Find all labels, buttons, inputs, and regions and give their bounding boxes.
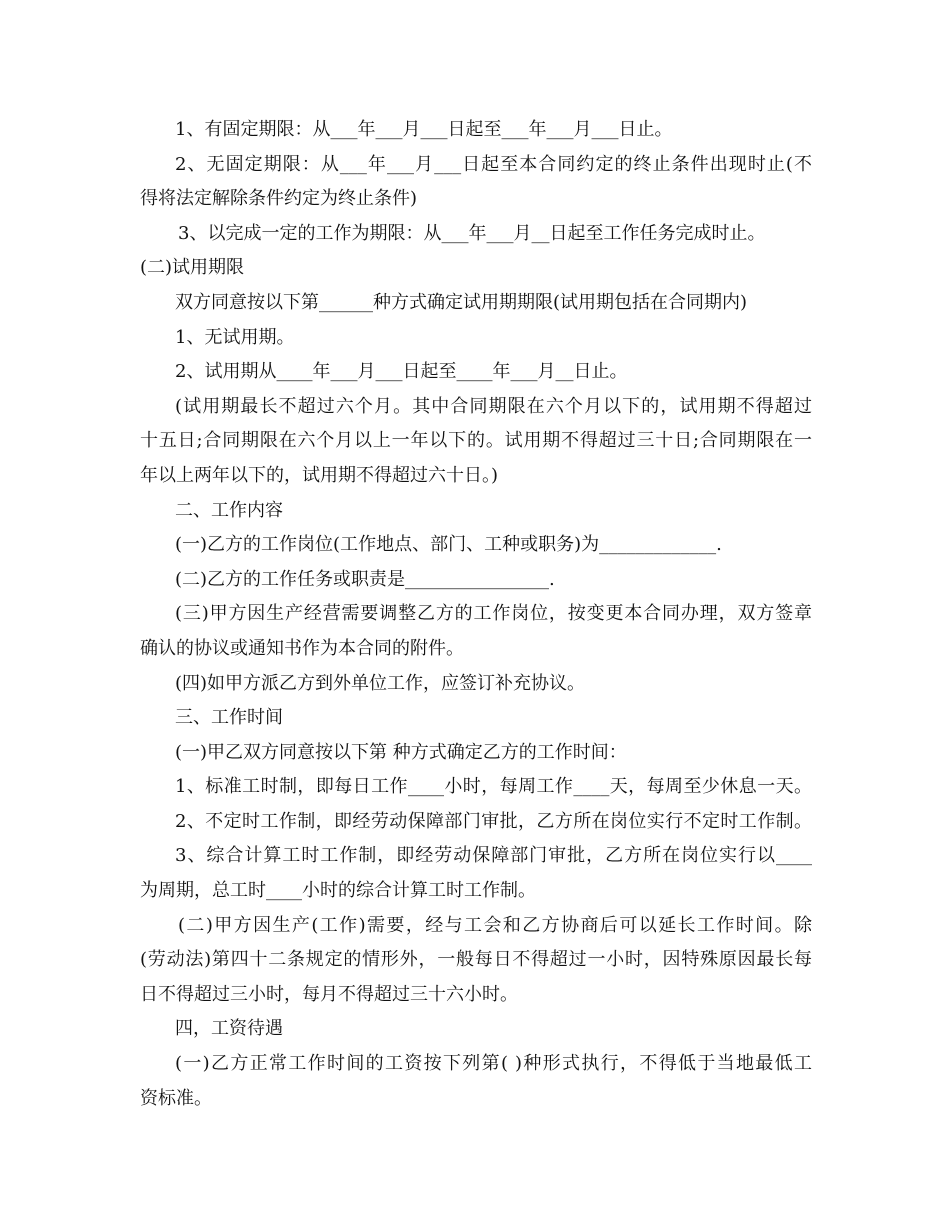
text-line: (一)乙方正常工作时间的工资按下列第( )种形式执行，不得低于当地最低工 <box>175 1053 812 1075</box>
comprehensive-hours-option <box>0 839 950 908</box>
text-line: 1、标准工时制，即每日工作____小时，每周工作____天，每周至少休息一天。 <box>175 776 812 798</box>
text-line: (二)试用期限 <box>140 257 245 279</box>
text-line: 2、不定时工作制，即经劳动保障部门审批，乙方所在岗位实行不定时工作制。 <box>175 810 812 832</box>
text-line: (二)乙方的工作任务或职责是________________. <box>175 568 555 590</box>
text-line: 得将法定解除条件约定为终止条件) <box>140 188 418 210</box>
subsection-heading-probation <box>0 251 950 286</box>
text-line: 确认的协议或通知书作为本合同的附件。 <box>140 637 464 659</box>
section-heading-wages <box>0 1012 950 1047</box>
probation-limit-note <box>0 390 950 494</box>
section-heading-working-hours <box>0 701 950 736</box>
clause-open-ended-term <box>0 148 950 217</box>
probation-option-none <box>0 321 950 356</box>
position-adjustment-clause <box>0 597 950 666</box>
text-line: (四)如甲方派乙方到外单位工作，应签订补充协议。 <box>175 672 586 694</box>
text-line: 2、试用期从____年___月___日起至____年___月__日止。 <box>175 361 628 383</box>
text-line: (二)甲方因生产(工作)需要，经与工会和乙方协商后可以延长工作时间。除 <box>178 914 812 936</box>
overtime-clause <box>0 909 950 1013</box>
text-line: 二、工作内容 <box>175 499 283 521</box>
text-line: 3、以完成一定的工作为期限：从___年___月__日起至工作任务完成时止。 <box>178 222 766 244</box>
text-line: 年以上两年以下的，试用期不得超过六十日。) <box>140 464 499 486</box>
text-line: (劳动法)第四十二条规定的情形外，一般每日不得超过一小时，因特殊原因最长每 <box>140 949 812 971</box>
wage-form-clause <box>0 1047 950 1116</box>
working-hours-method-clause <box>0 736 950 771</box>
text-line: (一)乙方的工作岗位(工作地点、部门、工种或职务)为_____________. <box>175 534 722 556</box>
clause-task-based-term <box>0 217 950 252</box>
text-line: 四，工资待遇 <box>175 1018 283 1040</box>
text-line: 3、综合计算工时工作制，即经劳动保障部门审批，乙方所在岗位实行以____ <box>175 845 812 867</box>
text-line: 为周期，总工时____小时的综合计算工时工作制。 <box>140 880 536 902</box>
text-line: 日不得超过三小时，每月不得超过三十六小时。 <box>140 983 518 1005</box>
section-heading-work-content <box>0 494 950 529</box>
text-line: 资标准。 <box>140 1087 212 1109</box>
flexible-hours-option <box>0 805 950 840</box>
text-line: 2、无固定期限：从___年___月___日起至本合同约定的终止条件出现时止(不 <box>175 153 812 175</box>
text-line: 双方同意按以下第______种方式确定试用期期限(试用期包括在合同期内) <box>175 291 748 313</box>
text-line: (试用期最长不超过六个月。其中合同期限在六个月以下的，试用期不得超过 <box>175 395 812 417</box>
text-line: 十五日;合同期限在六个月以上一年以下的。试用期不得超过三十日;合同期限在一 <box>140 430 812 452</box>
external-assignment-clause <box>0 667 950 702</box>
text-line: 1、有固定期限：从___年___月___日起至___年___月___日止。 <box>175 119 673 140</box>
work-duties-clause <box>0 563 950 598</box>
text-line: 三、工作时间 <box>175 707 283 729</box>
text-line: 1、无试用期。 <box>175 326 295 348</box>
probation-option-period <box>0 355 950 390</box>
probation-method-clause <box>0 286 950 321</box>
work-position-clause <box>0 528 950 563</box>
standard-hours-option <box>0 770 950 805</box>
text-line: (三)甲方因生产经营需要调整乙方的工作岗位，按变更本合同办理，双方签章 <box>175 603 812 625</box>
clause-fixed-term <box>0 113 950 148</box>
text-line: (一)甲乙双方同意按以下第 种方式确定乙方的工作时间： <box>175 741 627 763</box>
